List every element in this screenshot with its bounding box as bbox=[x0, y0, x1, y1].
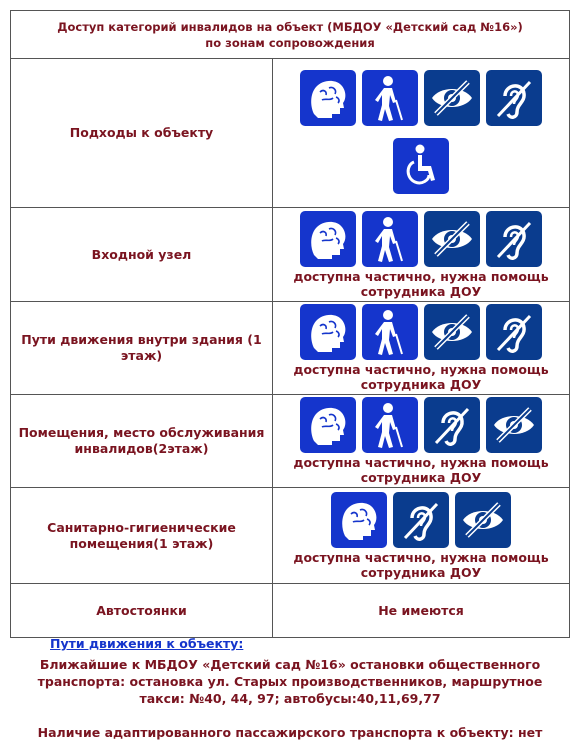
icons-cell bbox=[273, 488, 570, 584]
access-note: доступна частично, нужна помощь сотрудника ДОУ bbox=[293, 362, 549, 392]
brain-icon bbox=[300, 397, 356, 453]
table-row bbox=[11, 488, 570, 584]
access-table bbox=[10, 10, 570, 638]
zone-label: Помещения, место обслуживания инвалидов(2этаж) bbox=[11, 395, 273, 488]
table-row bbox=[11, 208, 570, 302]
elderly-cane-icon bbox=[362, 397, 418, 453]
table-row bbox=[11, 584, 570, 638]
table-header bbox=[11, 11, 570, 59]
brain-icon bbox=[331, 492, 387, 548]
ear-crossed-icon bbox=[486, 70, 542, 126]
wheelchair-icon bbox=[393, 138, 449, 194]
ear-crossed-icon bbox=[424, 397, 480, 453]
eye-crossed-icon bbox=[486, 397, 542, 453]
zone-label: Подходы к объекту bbox=[11, 59, 273, 208]
transport-text: Ближайшие к МБДОУ «Детский сад №16» остановки общественного транспорта: остановка ул. Старых производственников, маршрутное такси: №40, 44, 97; автобусы:40,11,69,77 bbox=[37, 657, 543, 706]
icon-group bbox=[273, 211, 569, 267]
header-line2: по зонам сопровождения bbox=[205, 35, 375, 50]
table-row bbox=[11, 59, 570, 208]
brain-icon bbox=[300, 304, 356, 360]
eye-crossed-icon bbox=[455, 492, 511, 548]
elderly-cane-icon bbox=[362, 304, 418, 360]
access-note: Не имеются bbox=[273, 584, 570, 638]
ear-crossed-icon bbox=[486, 304, 542, 360]
elderly-cane-icon bbox=[362, 211, 418, 267]
brain-icon bbox=[300, 70, 356, 126]
access-note: доступна частично, нужна помощь сотрудника ДОУ bbox=[293, 549, 549, 580]
table-row bbox=[11, 395, 570, 488]
zone-label: Пути движения внутри здания (1 этаж) bbox=[11, 302, 273, 395]
icons-cell bbox=[273, 59, 570, 208]
eye-crossed-icon bbox=[424, 304, 480, 360]
ear-crossed-icon bbox=[486, 211, 542, 267]
icon-group bbox=[273, 397, 569, 453]
adapted-transport: Наличие адаптированного пассажирского транспорта к объекту: нет bbox=[37, 725, 543, 740]
ear-crossed-icon bbox=[393, 492, 449, 548]
brain-icon bbox=[300, 211, 356, 267]
icon-group bbox=[273, 70, 569, 194]
icons-cell bbox=[273, 302, 570, 395]
icons-cell bbox=[273, 395, 570, 488]
zone-label: Входной узел bbox=[11, 208, 273, 302]
zone-label: Автостоянки bbox=[11, 584, 273, 638]
header-line1: Доступ категорий инвалидов на объект (МБДОУ «Детский сад №16») bbox=[57, 19, 523, 34]
zone-label: Санитарно-гигиенические помещения(1 этаж) bbox=[11, 488, 273, 584]
access-note: доступна частично, нужна помощь сотрудника ДОУ bbox=[293, 455, 549, 485]
eye-crossed-icon bbox=[424, 70, 480, 126]
table-row bbox=[11, 302, 570, 395]
eye-crossed-icon bbox=[424, 211, 480, 267]
elderly-cane-icon bbox=[362, 70, 418, 126]
icons-cell bbox=[273, 208, 570, 302]
icon-group bbox=[273, 304, 569, 360]
paths-title: Пути движения к объекту: bbox=[50, 636, 244, 651]
icon-group bbox=[273, 492, 569, 548]
access-note: доступна частично, нужна помощь сотрудника ДОУ bbox=[293, 268, 549, 299]
